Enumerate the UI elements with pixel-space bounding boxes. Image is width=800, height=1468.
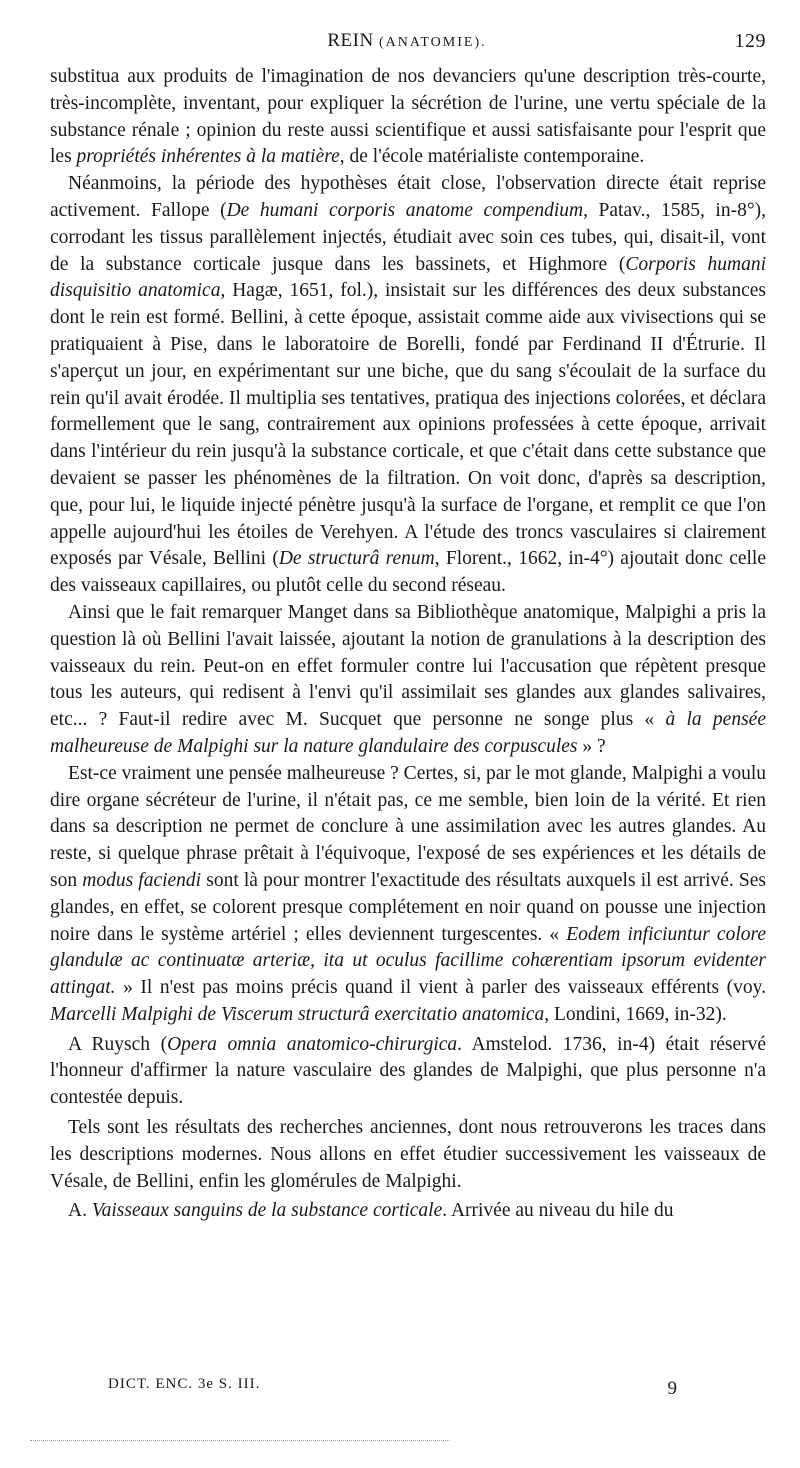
- italic-title: Opera omnia anatomico-chirurgica: [167, 1033, 458, 1055]
- body-text: [50, 64, 766, 1225]
- italic-title: Marcelli Malpighi de Viscerum structurâ exercitatio anatomica: [50, 1003, 545, 1025]
- paragraph-5: A Ruysch (Opera omnia anatomico-chirurgica. Amstelod. 1736, in-4) était réservé l'honneur d'affirmer la nature vasculaire des glandes de Malpighi, que plus personne n'a contestée depuis.: [50, 1033, 767, 1109]
- running-header: [48, 30, 766, 60]
- italic-title: à la pensée malheureuse de Malpighi sur la nature glandulaire des corpuscules: [50, 709, 766, 757]
- bottom-dotted-rule: [30, 1440, 450, 1441]
- running-title-main: REIN: [327, 30, 374, 51]
- running-title-subtitle: (ANATOMIE).: [378, 35, 487, 50]
- paragraph-1: substitua aux produits de l'imagination de nos devanciers qu'une description très-courte, très-incomplète, inventant, pour expliquer la sécrétion de l'urine, une vertu spéciale de la substance rénale ; opinion du reste aussi scientifique et aussi satisfaisante pour l'esprit que les propriétés inhérentes à la matière, de l'école matérialiste contemporaine.: [50, 66, 766, 168]
- page-number: 129: [734, 30, 766, 52]
- paragraph-7: A. Vaisseaux sanguins de la substance corticale. Arrivée au niveau du hile du: [68, 1200, 674, 1222]
- italic-title: modus faciendi: [82, 869, 202, 891]
- paragraph-2: Néanmoins, la période des hypothèses était close, l'observation directe était reprise activement. Fallope (De humani corporis anatome compendium, Patav., 1585, in-8°), corrodant les tissus parallèlement injectés, étudiait avec soin ces tubes, qui, disait-il, vont de la substance corticale jusque dans les bassinets, et Highmore (Corporis humani disquisitio anatomica, Hagæ, 1651, fol.), insistait sur les différences des deux substances dont le rein est formé. Bellini, à cette époque, assistait comme aide aux vivisections qui se pratiquaient à Pise, dans le laboratoire de Borelli, fondé par Ferdinand II d'Étrurie. Il s'aperçut un jour, en expérimentant sur une biche, que du sang s'écoulait de la surface du rein qu'il avait érodée. Il multiplia ses tentatives, pratiqua des injections colorées, et déclara formellement que le sang, contrairement aux opinions professées à cette époque, arrivait dans l'intérieur du rein jusqu'à la substance corticale, et que c'était dans cette substance que devaient se passer les phénomènes de la filtration. On voit donc, d'après sa description, que, pour lui, le liquide injecté pénètre jusqu'à la surface de l'organe, et remplit ce que l'on appelle aujourd'hui les étoiles de Verehyen. A l'étude des troncs vasculaires si clairement exposés par Vésale, Bellini (De structurâ renum, Florent., 1662, in-4°) ajoutait donc celle des vaisseaux capillaires, ou plutôt celle du second réseau.: [50, 173, 767, 597]
- paragraph-4: Est-ce vraiment une pensée malheureuse ? Certes, si, par le mot glande, Malpighi a voulu dire organe sécréteur de l'urine, il n'était pas, ce me semble, bien loin de la vérité. Et rien dans sa description ne permet de conclure à une assimilation avec les autres glandes. Au reste, si quelque phrase prêtait à l'équivoque, l'exposé de ses expériences et les détails de son modus faciendi sont là pour montrer l'exactitude des résultats auxquels il est arrivé. Ses glandes, en effet, se colorent presque complétement en noir quand on pousse une injection noire dans le système artériel ; elles deviennent turgescentes. « Eodem inficiuntur colore glandulæ ac continuatæ arteriæ, ita ut oculus facillime cohærentiam ipsorum evidenter attingat. » Il n'est pas moins précis quand il vient à parler des vaisseaux efférents (voy. Marcelli Malpighi de Viscerum structurâ exercitatio anatomica, Londini, 1669, in-32).: [50, 762, 767, 1025]
- paragraph-3: Ainsi que le fait remarquer Manget dans sa Bibliothèque anatomique, Malpighi a pris la question là où Bellini l'avait laissée, ajoutant la notion de granulations à la description des vaisseaux du rein. Peut-on en effet formuler contre lui l'accusation que répètent presque tous les auteurs, qui redisent à l'envi qu'il assimilait ses glandes aux glandes salivaires, etc... ? Faut-il redire avec M. Sucquet que personne ne songe plus « à la pensée malheureuse de Malpighi sur la nature glandulaire des corpuscules » ?: [50, 601, 766, 757]
- italic-title: De humani corporis anatome compendium: [226, 199, 584, 221]
- running-title: [48, 30, 766, 52]
- paragraph-6: Tels sont les résultats des recherches anciennes, dont nous retrouverons les traces dans les descriptions modernes. Nous allons en effet étudier successivement les vaisseaux de Vésale, de Bellini, enfin les glomérules de Malpighi.: [50, 1117, 766, 1192]
- italic-title: De structurâ renum: [278, 548, 435, 570]
- signature-line: [108, 1376, 678, 1400]
- italic-title: Corporis humani disquisitio anatomica: [50, 253, 766, 302]
- signature-mark: DICT. ENC. 3e S. III.: [108, 1376, 261, 1392]
- italic-title: Eodem inficiuntur colore glandulæ ac continuatæ arteriæ, ita ut oculus facillime cohærentiam ipsorum evidenter attingat.: [50, 923, 767, 999]
- italic-title: Vaisseaux sanguins de la substance corticale: [91, 1200, 443, 1222]
- signature-number: 9: [667, 1378, 678, 1399]
- italic-title: propriétés inhérentes à la matière: [76, 146, 340, 168]
